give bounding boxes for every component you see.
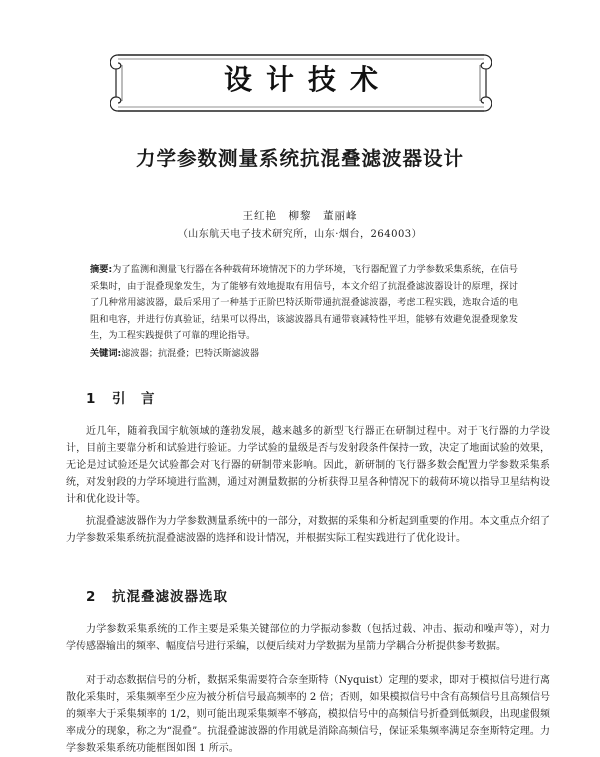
abstract-text: 为了监测和测量飞行器在各种载荷环境情况下的力学环境，飞行器配置了力学参数采集系统，在信号采集时，由于混叠现象发生，为了能够有效地提取有用信号，本文介绍了抗混叠滤波器设计的原理，探讨了几种常用滤波器，最后采用了一种基于正阶巴特沃斯带通抗混叠滤波器，考虑工程实践，选取合适的电阻和电容，并进行仿真验证，结果可以得出，该滤波器具有通带衰减特性平坦，能够有效避免混叠现象发生，为工程实践提供了可靠的理论指导。	[90, 264, 518, 342]
section-banner	[110, 45, 492, 121]
section-number: 2	[86, 589, 97, 605]
article-title: 力学参数测量系统抗混叠滤波器设计	[135, 147, 464, 170]
section-title: 抗混叠滤波器选取	[112, 589, 228, 605]
author-affiliation: （山东航天电子技术研究所，山东·烟台，264003）	[177, 229, 423, 240]
section-heading	[86, 387, 156, 407]
section-heading	[86, 585, 228, 605]
abstract-label: 摘要:	[90, 264, 113, 275]
section-title: 引 言	[112, 391, 156, 407]
body-paragraph: 近几年，随着我国宇航领域的蓬勃发展，越来越多的新型飞行器正在研制过程中。对于飞行器的力学设计，目前主要靠分析和试验进行验证。力学试验的量级是否与发射段条件保持一致，决定了地面试验的效果，无论是过试验还是欠试验都会对飞行器的研制带来影响。因此，新研制的飞行器多数会配置力学参数采集系统，对发射段的力学环境进行监测，通过对测量数据的分析获得卫星各种情况下的载荷环境以指导卫星结构设计和优化设计等。	[66, 426, 550, 506]
body-paragraph: 力学参数采集系统的工作主要是采集关键部位的力学振动参数（包括过载、冲击、振动和噪声等），对力学传感器输出的频率、幅度信号进行采编，以便后续对力学数据为星箭力学耦合分析提供参考数据。	[66, 624, 550, 653]
body-paragraph: 抗混叠滤波器作为力学参数测量系统中的一部分，对数据的采集和分析起到重要的作用。本文重点介绍了力学参数采集系统抗混叠滤波器的选择和设计情况，并根据实际工程实践进行了优化设计。	[66, 516, 550, 545]
banner-title: 设计技术	[223, 63, 392, 96]
abstract	[90, 262, 518, 345]
section-number: 1	[86, 391, 97, 407]
keywords	[90, 346, 518, 362]
keywords-text: 滤波器；抗混叠；巴特沃斯滤波器	[121, 348, 260, 359]
body-paragraph: 对于动态数据信号的分析，数据采集需要符合奈奎斯特（Nyquist）定理的要求，即对于模拟信号进行离散化采集时，采集频率至少应为被分析信号最高频率的 2 倍；否则，如果模拟信号中含有高频信号且高频信号的频率大于采集频率的 1/2，则可能出现采集频率不够高，模拟信号中的高频信号折叠到低频段，出现虚假频率成分的现象，称之为“混叠”。抗混叠滤波器的作用就是消除高频信号，保证采集频率满足奈奎斯特定理。力学参数采集系统功能框图如图 1 所示。	[66, 675, 550, 755]
keywords-label: 关键词:	[90, 348, 122, 359]
author-list: 王红艳 柳黎 董丽峰	[242, 210, 358, 222]
